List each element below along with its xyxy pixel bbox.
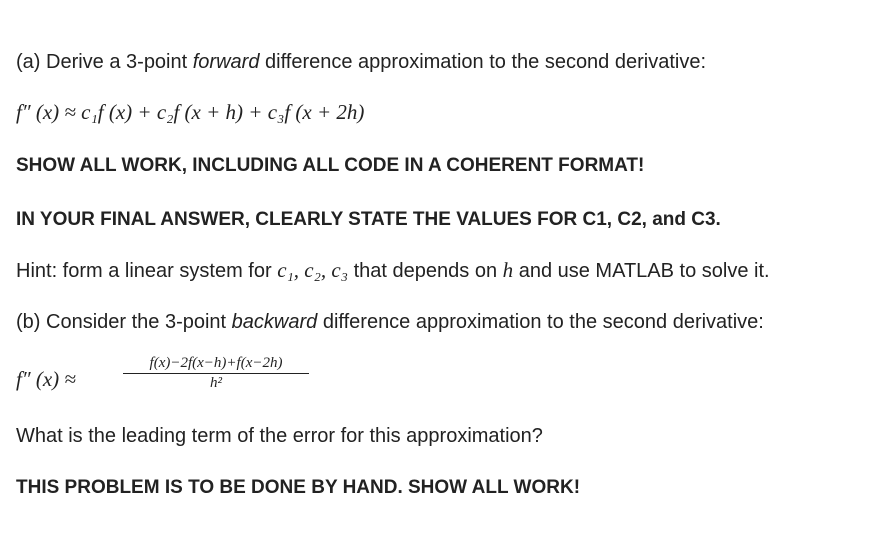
question-b: What is the leading term of the error for this approximation? bbox=[16, 425, 543, 447]
hint-rest: and use MATLAB to solve it. bbox=[513, 260, 770, 282]
part-b-rest: difference approximation to the second derivative: bbox=[317, 311, 764, 333]
part-b-lead: (b) Consider the 3-point bbox=[16, 311, 232, 333]
part-b-prompt bbox=[16, 310, 764, 334]
hint-variables: c₁, c₂, c₃ bbox=[277, 258, 349, 282]
formula-b-numerator: f(x)−2f(x−h)+f(x−2h) bbox=[149, 355, 283, 371]
instruction-final-answer: IN YOUR FINAL ANSWER, CLEARLY STATE THE VALUES FOR C1, C2, and C3. bbox=[16, 209, 721, 230]
part-a-prompt bbox=[16, 50, 706, 74]
part-a-lead: (a) Derive a 3-point bbox=[16, 51, 193, 73]
formula-b-lhs: f″ (x) ≈ bbox=[16, 367, 76, 391]
formula-b-fraction bbox=[121, 354, 311, 392]
hint-variable-h: h bbox=[502, 258, 514, 282]
part-b-emphasis: backward bbox=[231, 311, 318, 333]
hint-mid: that depends on bbox=[348, 260, 503, 282]
instruction-show-work: SHOW ALL WORK, INCLUDING ALL CODE IN A COHERENT FORMAT! bbox=[16, 155, 645, 176]
formula-a: f″ (x) ≈ c₁f (x) + c₂f (x + h) + c₃f (x + 2h) bbox=[16, 100, 365, 124]
hint-lead: Hint: form a linear system for bbox=[16, 260, 278, 282]
part-a-emphasis: forward bbox=[192, 51, 260, 73]
instruction-by-hand: THIS PROBLEM IS TO BE DONE BY HAND. SHOW ALL WORK! bbox=[16, 477, 581, 498]
part-a-rest: difference approximation to the second derivative: bbox=[259, 51, 707, 73]
hint-text bbox=[16, 258, 770, 283]
formula-b-denominator: h² bbox=[210, 375, 222, 391]
